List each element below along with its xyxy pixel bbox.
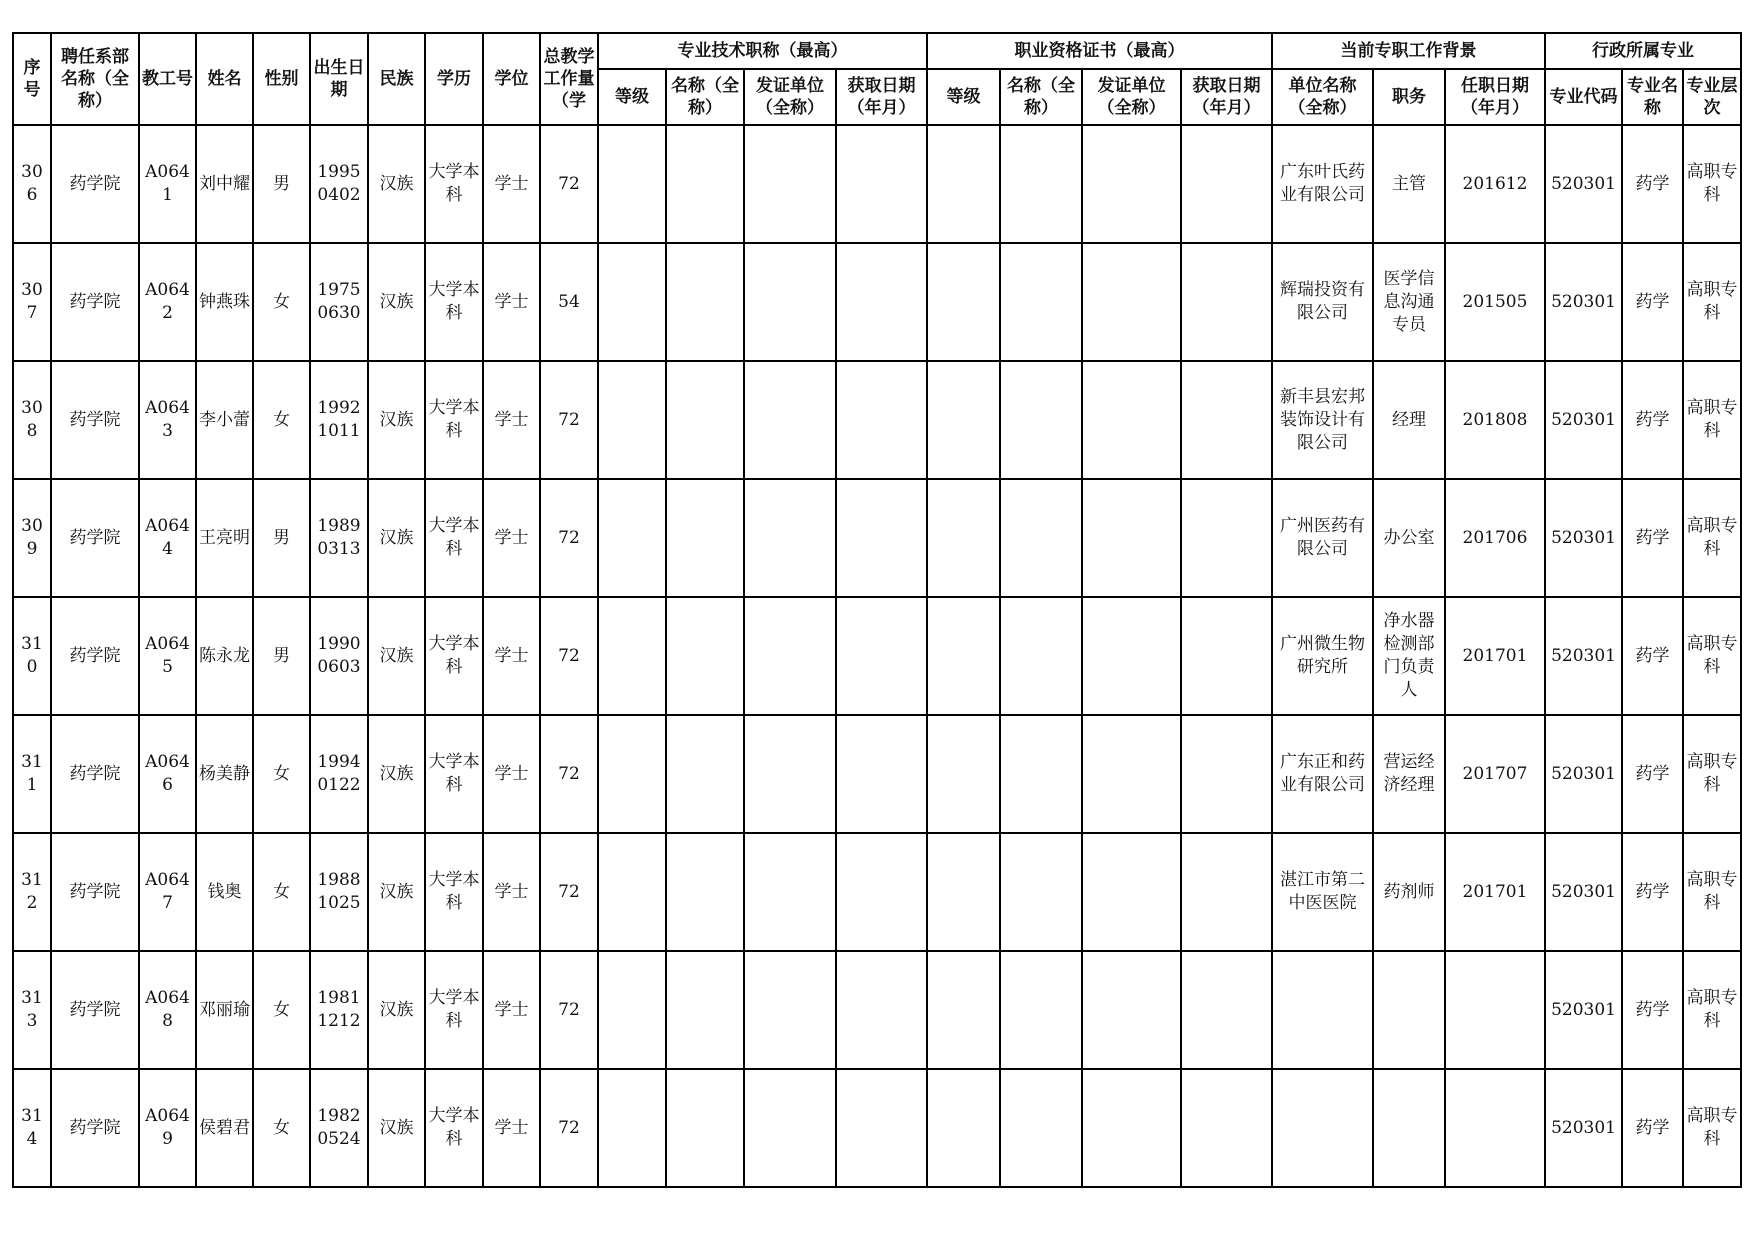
cell-major-name: 药学 <box>1622 951 1683 1069</box>
cell-job-date: 201612 <box>1445 125 1545 243</box>
cell-job-position: 办公室 <box>1373 479 1445 597</box>
cell-job-date <box>1445 951 1545 1069</box>
cell-title-date <box>836 479 927 597</box>
cell-birth: 19811212 <box>310 951 368 1069</box>
cell-ethnicity: 汉族 <box>368 833 425 951</box>
cell-workload: 72 <box>540 951 598 1069</box>
header-title-issuer: 发证单位（全称） <box>744 69 836 125</box>
cell-education: 大学本科 <box>425 951 483 1069</box>
cell-major-name: 药学 <box>1622 125 1683 243</box>
cell-title-name <box>666 125 744 243</box>
cell-workload: 72 <box>540 361 598 479</box>
cell-name: 王亮明 <box>196 479 253 597</box>
cell-job-position: 营运经济经理 <box>1373 715 1445 833</box>
cell-birth: 19881025 <box>310 833 368 951</box>
cell-ethnicity: 汉族 <box>368 479 425 597</box>
cell-gender: 男 <box>253 479 310 597</box>
cell-job-unit: 广州医药有限公司 <box>1272 479 1373 597</box>
cell-cert-date <box>1181 597 1272 715</box>
header-job-unit: 单位名称（全称） <box>1272 69 1373 125</box>
cell-gender: 女 <box>253 1069 310 1187</box>
cell-cert-issuer <box>1082 715 1181 833</box>
cell-ethnicity: 汉族 <box>368 361 425 479</box>
cell-title-issuer <box>744 951 836 1069</box>
cell-cert-level <box>927 833 1000 951</box>
cell-cert-name <box>1000 597 1082 715</box>
cell-degree: 学士 <box>483 361 540 479</box>
header-cert-level: 等级 <box>927 69 1000 125</box>
cell-job-position: 药剂师 <box>1373 833 1445 951</box>
cell-birth: 19900603 <box>310 597 368 715</box>
cell-name: 陈永龙 <box>196 597 253 715</box>
cell-name: 邓丽瑜 <box>196 951 253 1069</box>
cell-cert-level <box>927 1069 1000 1187</box>
table-row <box>13 951 1741 1069</box>
cell-major-name: 药学 <box>1622 833 1683 951</box>
cell-title-date <box>836 951 927 1069</box>
cell-job-unit: 广东叶氏药业有限公司 <box>1272 125 1373 243</box>
cell-major-name: 药学 <box>1622 715 1683 833</box>
cell-degree: 学士 <box>483 479 540 597</box>
cell-staff-id: A0645 <box>139 597 196 715</box>
cell-cert-name <box>1000 243 1082 361</box>
cell-major-code: 520301 <box>1545 715 1622 833</box>
cell-gender: 男 <box>253 597 310 715</box>
cell-name: 钟燕珠 <box>196 243 253 361</box>
cell-cert-level <box>927 361 1000 479</box>
header-major-name <box>1622 69 1683 125</box>
cell-cert-name <box>1000 479 1082 597</box>
cell-cert-level <box>927 951 1000 1069</box>
cell-workload: 72 <box>540 1069 598 1187</box>
cell-job-position: 主管 <box>1373 125 1445 243</box>
cell-job-position <box>1373 951 1445 1069</box>
cell-cert-date <box>1181 1069 1272 1187</box>
cell-cert-issuer <box>1082 1069 1181 1187</box>
cell-cert-date <box>1181 833 1272 951</box>
cell-education: 大学本科 <box>425 833 483 951</box>
cell-major-code: 520301 <box>1545 833 1622 951</box>
header-title-level: 等级 <box>598 69 666 125</box>
cell-seq: 311 <box>13 715 51 833</box>
cell-ethnicity: 汉族 <box>368 951 425 1069</box>
cell-job-date: 201706 <box>1445 479 1545 597</box>
cell-cert-name <box>1000 715 1082 833</box>
cell-cert-level <box>927 597 1000 715</box>
cell-title-level <box>598 243 666 361</box>
cell-title-issuer <box>744 597 836 715</box>
cell-birth: 19890313 <box>310 479 368 597</box>
cell-seq: 309 <box>13 479 51 597</box>
cell-degree: 学士 <box>483 715 540 833</box>
cell-name: 侯碧君 <box>196 1069 253 1187</box>
cell-major-level: 高职专科 <box>1683 361 1741 479</box>
cell-gender: 女 <box>253 243 310 361</box>
cell-seq: 310 <box>13 597 51 715</box>
cell-job-position: 经理 <box>1373 361 1445 479</box>
cell-workload: 72 <box>540 597 598 715</box>
cell-title-level <box>598 951 666 1069</box>
cell-seq: 314 <box>13 1069 51 1187</box>
cell-major-level: 高职专科 <box>1683 125 1741 243</box>
cell-cert-issuer <box>1082 361 1181 479</box>
header-group-job: 当前专职工作背景 <box>1272 33 1545 69</box>
cell-staff-id: A0648 <box>139 951 196 1069</box>
header-title-date: 获取日期（年月） <box>836 69 927 125</box>
table-row <box>13 361 1741 479</box>
header-group-major: 行政所属专业 <box>1545 33 1741 69</box>
header-education: 学历 <box>425 33 483 125</box>
cell-degree: 学士 <box>483 125 540 243</box>
cell-title-level <box>598 1069 666 1187</box>
cell-seq: 306 <box>13 125 51 243</box>
cell-title-name <box>666 1069 744 1187</box>
cell-title-name <box>666 243 744 361</box>
cell-title-level <box>598 479 666 597</box>
cell-gender: 女 <box>253 715 310 833</box>
cell-major-level: 高职专科 <box>1683 951 1741 1069</box>
cell-job-unit: 新丰县宏邦装饰设计有限公司 <box>1272 361 1373 479</box>
cell-title-date <box>836 715 927 833</box>
header-dept: 聘任系部名称（全称） <box>51 33 139 125</box>
cell-major-name: 药学 <box>1622 597 1683 715</box>
cell-cert-name <box>1000 361 1082 479</box>
cell-major-code: 520301 <box>1545 243 1622 361</box>
cell-job-unit: 广州微生物研究所 <box>1272 597 1373 715</box>
cell-dept: 药学院 <box>51 479 139 597</box>
cell-cert-date <box>1181 361 1272 479</box>
cell-cert-name <box>1000 951 1082 1069</box>
cell-cert-issuer <box>1082 833 1181 951</box>
cell-staff-id: A0647 <box>139 833 196 951</box>
staff-table <box>12 32 1742 1188</box>
cell-title-date <box>836 125 927 243</box>
header-major-code: 专业代码 <box>1545 69 1622 125</box>
cell-staff-id: A0642 <box>139 243 196 361</box>
header-seq: 序号 <box>13 33 51 125</box>
cell-gender: 女 <box>253 833 310 951</box>
cell-workload: 72 <box>540 833 598 951</box>
header-major-name-text: 专业名称 <box>1627 76 1679 118</box>
cell-cert-level <box>927 125 1000 243</box>
cell-major-level: 高职专科 <box>1683 715 1741 833</box>
cell-job-date: 201707 <box>1445 715 1545 833</box>
table-row <box>13 597 1741 715</box>
cell-major-code: 520301 <box>1545 597 1622 715</box>
header-gender: 性别 <box>253 33 310 125</box>
header-workload-text: 总教学工作量（学 <box>543 47 595 111</box>
header-cert-issuer: 发证单位（全称） <box>1082 69 1181 125</box>
cell-ethnicity: 汉族 <box>368 715 425 833</box>
cell-title-issuer <box>744 715 836 833</box>
cell-birth: 19940122 <box>310 715 368 833</box>
cell-title-name <box>666 361 744 479</box>
cell-workload: 72 <box>540 715 598 833</box>
cell-dept: 药学院 <box>51 715 139 833</box>
cell-major-level: 高职专科 <box>1683 479 1741 597</box>
cell-degree: 学士 <box>483 951 540 1069</box>
cell-job-position <box>1373 1069 1445 1187</box>
cell-job-unit <box>1272 1069 1373 1187</box>
cell-birth: 19820524 <box>310 1069 368 1187</box>
cell-title-name <box>666 715 744 833</box>
cell-name: 钱奥 <box>196 833 253 951</box>
cell-major-code: 520301 <box>1545 951 1622 1069</box>
cell-job-position: 医学信息沟通专员 <box>1373 243 1445 361</box>
staff-table-sheet <box>12 32 1742 1188</box>
header-group-cert: 职业资格证书（最高） <box>927 33 1272 69</box>
cell-cert-name <box>1000 1069 1082 1187</box>
cell-staff-id: A0644 <box>139 479 196 597</box>
cell-seq: 308 <box>13 361 51 479</box>
cell-education: 大学本科 <box>425 243 483 361</box>
header-group-title: 专业技术职称（最高） <box>598 33 927 69</box>
cell-title-date <box>836 597 927 715</box>
cell-major-code: 520301 <box>1545 479 1622 597</box>
cell-major-name: 药学 <box>1622 479 1683 597</box>
cell-title-date <box>836 243 927 361</box>
cell-title-issuer <box>744 833 836 951</box>
cell-staff-id: A0641 <box>139 125 196 243</box>
cell-job-position: 净水器检测部门负责人 <box>1373 597 1445 715</box>
cell-title-issuer <box>744 243 836 361</box>
header-name: 姓名 <box>196 33 253 125</box>
cell-job-date: 201701 <box>1445 833 1545 951</box>
cell-education: 大学本科 <box>425 715 483 833</box>
cell-job-date: 201505 <box>1445 243 1545 361</box>
header-job-date: 任职日期（年月） <box>1445 69 1545 125</box>
cell-title-date <box>836 1069 927 1187</box>
cell-cert-level <box>927 715 1000 833</box>
cell-staff-id: A0643 <box>139 361 196 479</box>
cell-job-unit: 湛江市第二中医医院 <box>1272 833 1373 951</box>
cell-major-name: 药学 <box>1622 361 1683 479</box>
cell-cert-date <box>1181 125 1272 243</box>
cell-title-issuer <box>744 1069 836 1187</box>
cell-dept: 药学院 <box>51 833 139 951</box>
cell-title-issuer <box>744 479 836 597</box>
cell-major-code: 520301 <box>1545 361 1622 479</box>
table-row <box>13 833 1741 951</box>
cell-dept: 药学院 <box>51 597 139 715</box>
cell-cert-date <box>1181 479 1272 597</box>
cell-title-level <box>598 833 666 951</box>
cell-job-date: 201701 <box>1445 597 1545 715</box>
cell-dept: 药学院 <box>51 125 139 243</box>
cell-name: 杨美静 <box>196 715 253 833</box>
cell-title-issuer <box>744 125 836 243</box>
table-row <box>13 125 1741 243</box>
header-degree: 学位 <box>483 33 540 125</box>
cell-education: 大学本科 <box>425 361 483 479</box>
cell-title-level <box>598 597 666 715</box>
cell-major-code: 520301 <box>1545 125 1622 243</box>
cell-dept: 药学院 <box>51 1069 139 1187</box>
cell-major-level: 高职专科 <box>1683 243 1741 361</box>
cell-major-level: 高职专科 <box>1683 1069 1741 1187</box>
cell-gender: 女 <box>253 951 310 1069</box>
cell-ethnicity: 汉族 <box>368 1069 425 1187</box>
cell-workload: 72 <box>540 125 598 243</box>
cell-cert-date <box>1181 951 1272 1069</box>
table-row <box>13 243 1741 361</box>
header-row-top <box>13 33 1741 69</box>
cell-degree: 学士 <box>483 597 540 715</box>
cell-cert-issuer <box>1082 951 1181 1069</box>
cell-cert-issuer <box>1082 125 1181 243</box>
cell-title-date <box>836 361 927 479</box>
cell-name: 李小蕾 <box>196 361 253 479</box>
cell-cert-level <box>927 479 1000 597</box>
cell-title-level <box>598 125 666 243</box>
cell-staff-id: A0649 <box>139 1069 196 1187</box>
cell-degree: 学士 <box>483 1069 540 1187</box>
cell-degree: 学士 <box>483 833 540 951</box>
header-title-name: 名称（全称） <box>666 69 744 125</box>
cell-job-date <box>1445 1069 1545 1187</box>
header-workload <box>540 33 598 125</box>
cell-education: 大学本科 <box>425 597 483 715</box>
cell-job-unit: 辉瑞投资有限公司 <box>1272 243 1373 361</box>
cell-cert-issuer <box>1082 597 1181 715</box>
table-body <box>13 125 1741 1187</box>
table-row <box>13 1069 1741 1187</box>
cell-education: 大学本科 <box>425 125 483 243</box>
cell-dept: 药学院 <box>51 951 139 1069</box>
cell-staff-id: A0646 <box>139 715 196 833</box>
cell-dept: 药学院 <box>51 243 139 361</box>
header-cert-date: 获取日期（年月） <box>1181 69 1272 125</box>
header-ethnicity: 民族 <box>368 33 425 125</box>
header-job-position: 职务 <box>1373 69 1445 125</box>
header-birth: 出生日期 <box>310 33 368 125</box>
cell-seq: 313 <box>13 951 51 1069</box>
header-major-level: 专业层次 <box>1683 69 1741 125</box>
cell-major-name: 药学 <box>1622 243 1683 361</box>
cell-gender: 女 <box>253 361 310 479</box>
cell-job-unit <box>1272 951 1373 1069</box>
cell-seq: 307 <box>13 243 51 361</box>
table-row <box>13 479 1741 597</box>
cell-major-level: 高职专科 <box>1683 597 1741 715</box>
cell-dept: 药学院 <box>51 361 139 479</box>
cell-education: 大学本科 <box>425 1069 483 1187</box>
cell-cert-issuer <box>1082 243 1181 361</box>
cell-ethnicity: 汉族 <box>368 597 425 715</box>
cell-title-name <box>666 833 744 951</box>
cell-name: 刘中耀 <box>196 125 253 243</box>
cell-cert-name <box>1000 125 1082 243</box>
cell-gender: 男 <box>253 125 310 243</box>
table-row <box>13 715 1741 833</box>
cell-major-code: 520301 <box>1545 1069 1622 1187</box>
cell-birth: 19950402 <box>310 125 368 243</box>
cell-title-name <box>666 479 744 597</box>
cell-major-level: 高职专科 <box>1683 833 1741 951</box>
header-staff-id: 教工号 <box>139 33 196 125</box>
cell-title-level <box>598 715 666 833</box>
cell-birth: 19921011 <box>310 361 368 479</box>
cell-ethnicity: 汉族 <box>368 125 425 243</box>
cell-title-date <box>836 833 927 951</box>
cell-cert-date <box>1181 715 1272 833</box>
cell-cert-issuer <box>1082 479 1181 597</box>
cell-degree: 学士 <box>483 243 540 361</box>
cell-birth: 19750630 <box>310 243 368 361</box>
cell-title-name <box>666 597 744 715</box>
cell-cert-name <box>1000 833 1082 951</box>
cell-education: 大学本科 <box>425 479 483 597</box>
cell-job-unit: 广东正和药业有限公司 <box>1272 715 1373 833</box>
cell-title-name <box>666 951 744 1069</box>
cell-seq: 312 <box>13 833 51 951</box>
cell-title-issuer <box>744 361 836 479</box>
header-cert-name: 名称（全称） <box>1000 69 1082 125</box>
cell-cert-level <box>927 243 1000 361</box>
cell-cert-date <box>1181 243 1272 361</box>
cell-title-level <box>598 361 666 479</box>
cell-workload: 72 <box>540 479 598 597</box>
cell-ethnicity: 汉族 <box>368 243 425 361</box>
cell-workload: 54 <box>540 243 598 361</box>
cell-major-name: 药学 <box>1622 1069 1683 1187</box>
cell-job-date: 201808 <box>1445 361 1545 479</box>
